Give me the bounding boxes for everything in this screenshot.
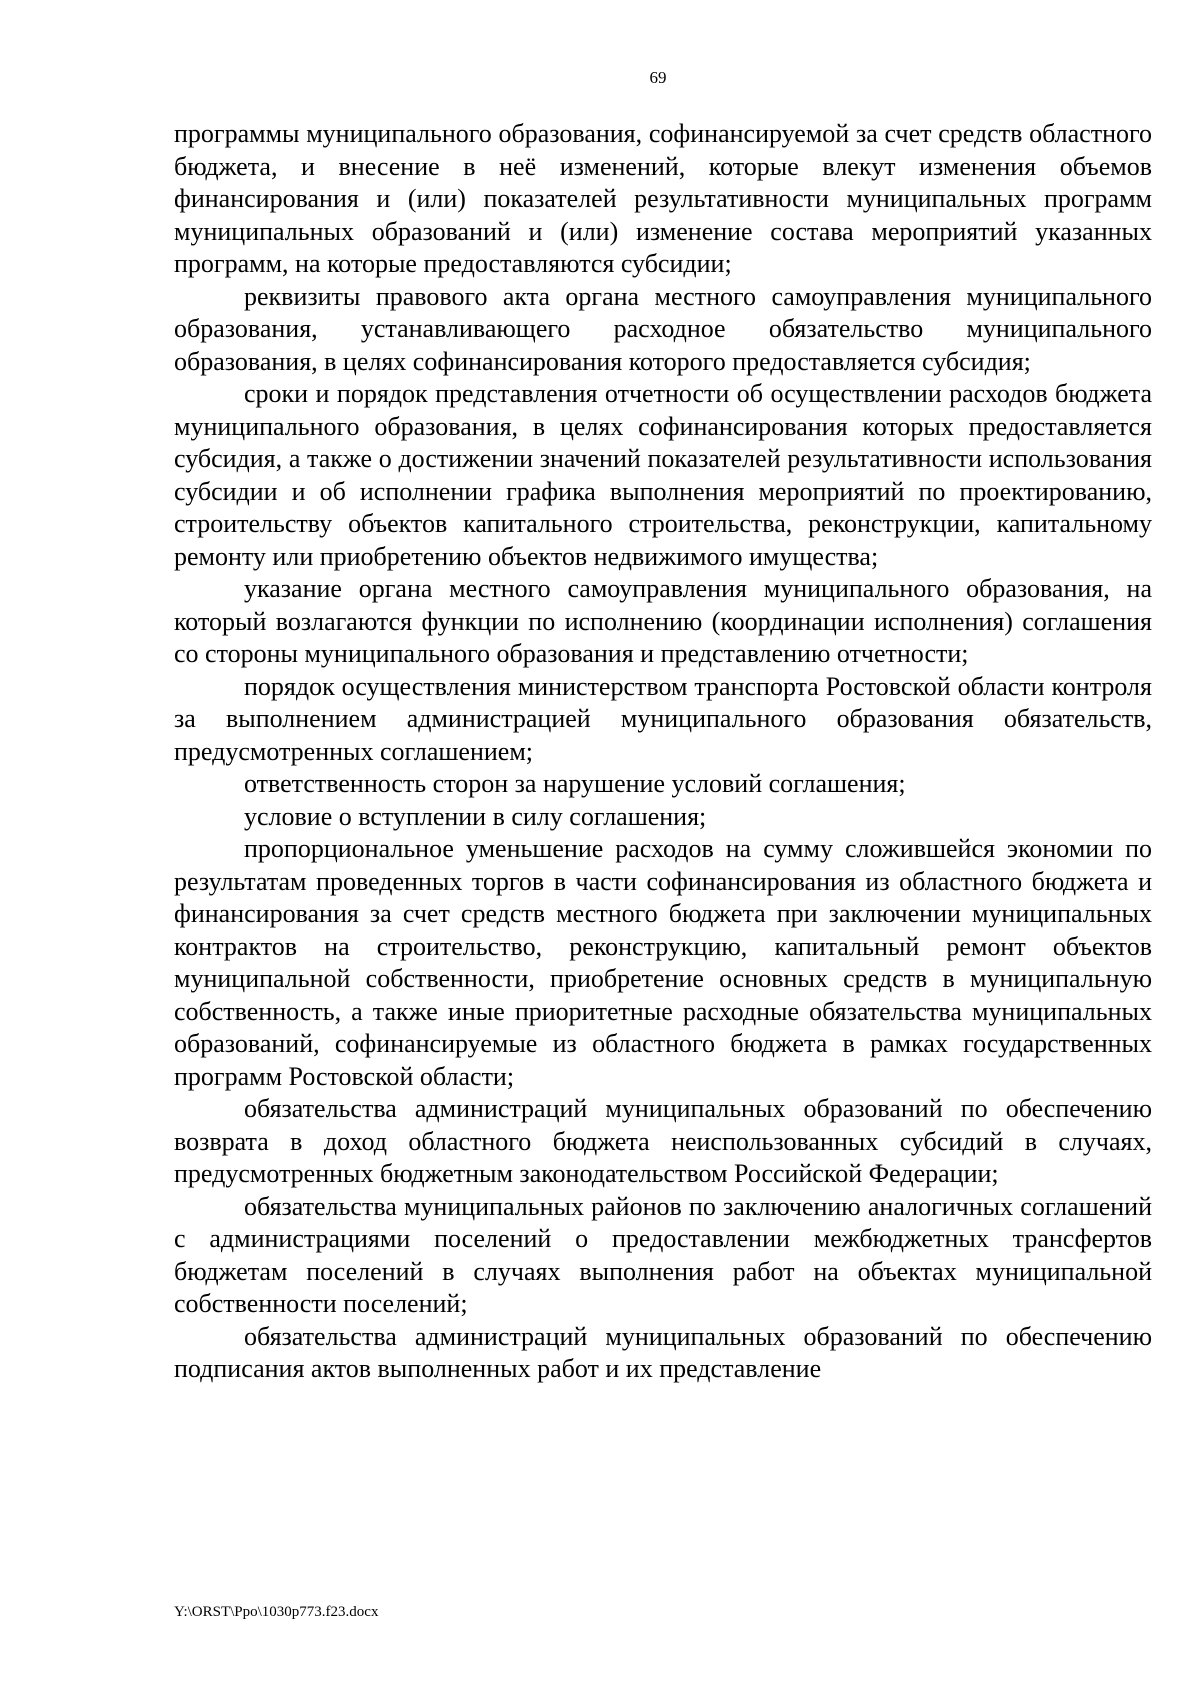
paragraph: пропорциональное уменьшение расходов на сумму сложившейся экономии по результатам проведенных торгов в части софинансирования из областного бюджета и финансирования за счет средств местного бюджета при заключении муниципальных контрактов на строительство, реконструкцию, капитальный ремонт объектов муниципальной собственности, приобретение основных средств в муниципальную собственность, а также иные приоритетные расходные обязательства муниципальных образований, софинансируемые из областного бюджета в рамках государственных программ Ростовской области; [174,834,1152,1091]
paragraph: обязательства муниципальных районов по заключению аналогичных соглашений с администрациями поселений о предоставлении межбюджетных трансфертов бюджетам поселений в случаях выполнения работ на объектах муниципальной собственности поселений; [174,1191,1152,1318]
paragraph: программы муниципального образования, софинансируемой за счет средств областного бюджета, и внесение в неё изменений, которые влекут изменения объемов финансирования и (или) показателей результативности муниципальных программ муниципальных образований и (или) изменение состава мероприятий указанных программ, на которые предоставляются субсидии; [174,119,1152,278]
paragraph: ответственность сторон за нарушение условий соглашения; [244,769,906,798]
paragraph: указание органа местного самоуправления муниципального образования, на который возлагаются функции по исполнению (координации исполнения) соглашения со стороны муниципального образования и представлению отчетности; [174,574,1152,668]
paragraph: обязательства администраций муниципальных образований по обеспечению подписания актов выполненных работ и их представление [174,1321,1152,1383]
paragraph: порядок осуществления министерством транспорта Ростовской области контроля за выполнением администрацией муниципального образования обязательств, предусмотренных соглашением; [174,671,1152,766]
paragraph: условие о вступлении в силу соглашения; [244,801,707,831]
document-body [174,118,1152,1386]
paragraph: обязательства администраций муниципальных образований по обеспечению возврата в доход областного бюджета неиспользованных субсидий в случаях, предусмотренных бюджетным законодательством Российской Федерации; [174,1094,1152,1188]
paragraph: сроки и порядок представления отчетности об осуществлении расходов бюджета муниципального образования, в целях софинансирования которых предоставляется субсидия, а также о достижении значений показателей результативности использования субсидии и об исполнении графика выполнения мероприятий по проектированию, строительству объектов капитального строительства, реконструкции, капитальному ремонту или приобретению объектов недвижимого имущества; [174,379,1152,571]
paragraph: реквизиты правового акта органа местного самоуправления муниципального образования, устанавливающего расходное обязательство муниципального образования, в целях софинансирования которого предоставляется субсидия; [174,281,1152,376]
footer-file-path: Y:\ORST\Ppo\1030p773.f23.docx [174,1604,379,1620]
page-number: 69 [649,68,667,87]
